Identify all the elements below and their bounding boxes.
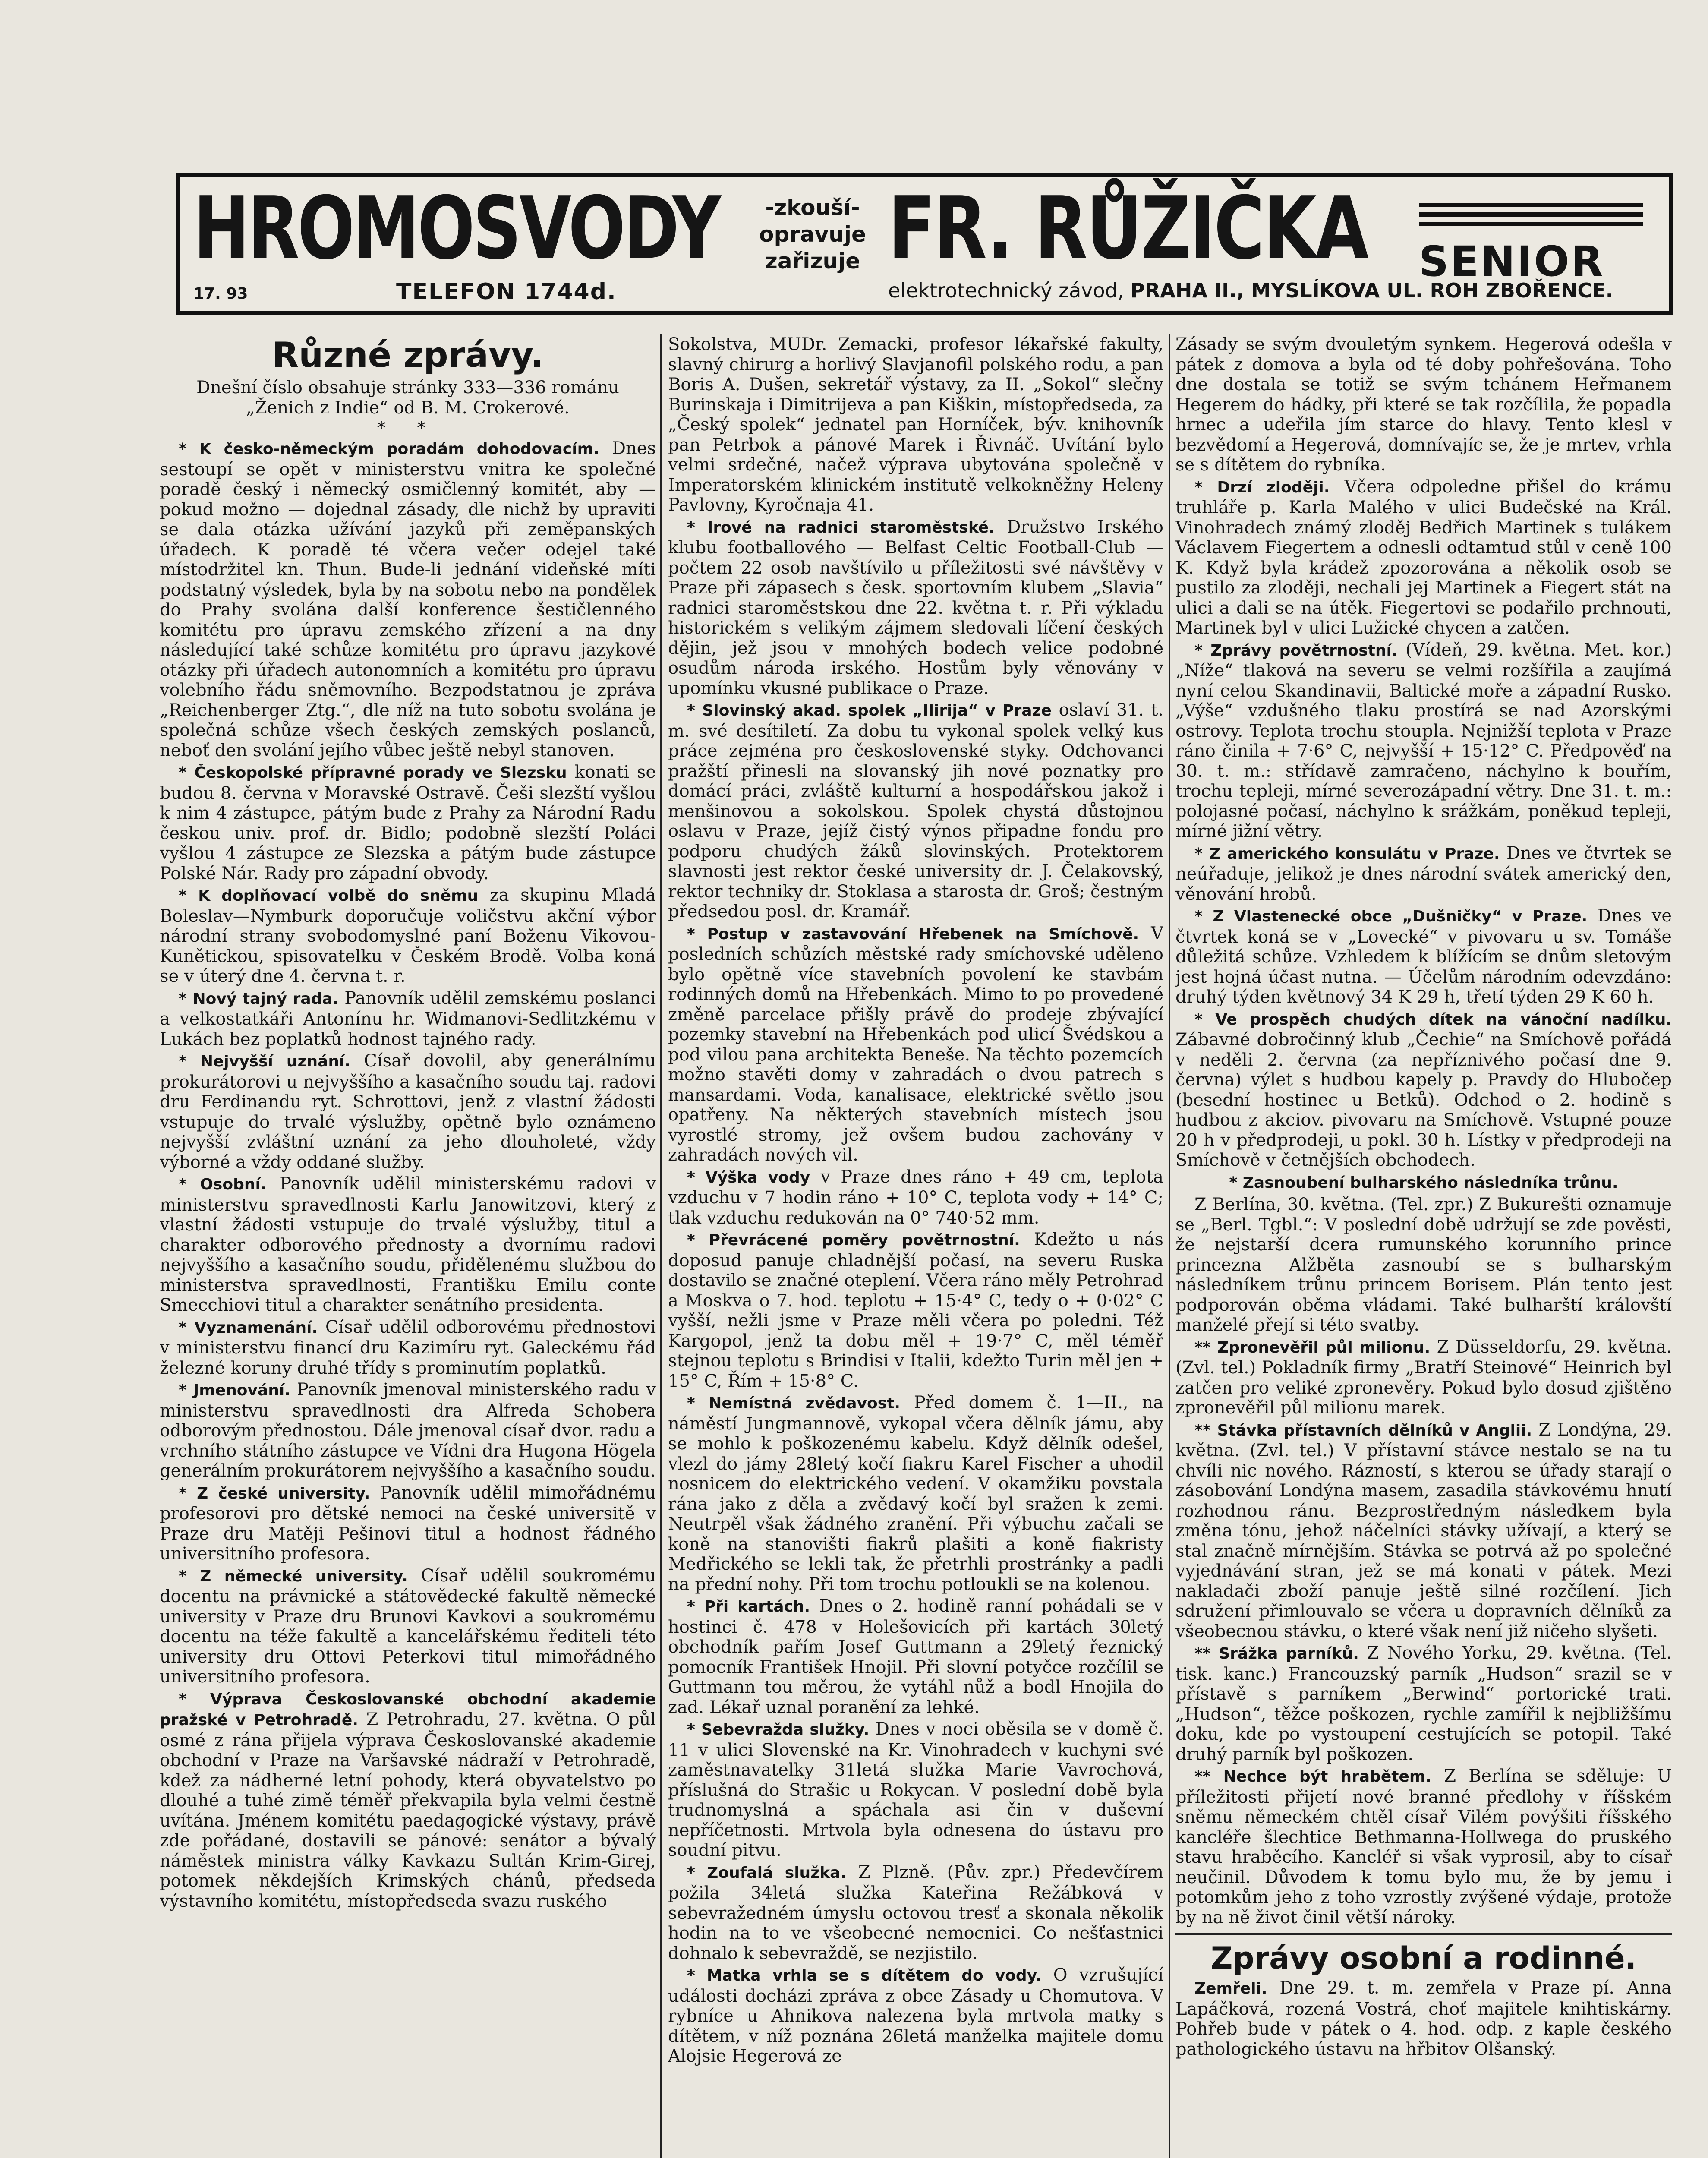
article-lead: * Nejvyšší uznání. bbox=[179, 1053, 351, 1070]
article-lead: * K česko-německým poradám dohodovacím. bbox=[179, 440, 599, 458]
article-lead: * Matka vrhla se s dítětem do vody. bbox=[687, 1967, 1042, 1984]
article-body: Panovník udělil ministerskému radovi v ministerstvu spravedlnosti Karlu Janowitzovi, který z vlastní žádosti vstupuje do trvalé výslužby, titul a charakter odborového přednosty a dvornímu radovi nejvyššího a kasačního soudu, přidělenému službou do ministerstva spravedlnosti, Františku Emilu conte Smecchiovi titul a charakter senátního presidenta. bbox=[160, 1174, 656, 1315]
article-body: Panovník udělil zemskému poslanci a velkostatkáři Antonínu hr. Widmanovi-Sedlitzkému v Lukách bez poplatků hodnost tajného rady. bbox=[160, 988, 656, 1049]
ad-verbs bbox=[754, 194, 871, 274]
section-heading: Zprávy osobní a rodinné. bbox=[1210, 1940, 1637, 1976]
article-lead: ** Stávka přístavních dělníků v Anglii. bbox=[1194, 1421, 1532, 1439]
article-body: O vzrušující události docházi zpráva z obce Zásady u Chomutova. V rybníce u Ahnikova nalezena byla mrtvola matky s dítětem, v níž poznána 26letá manželka majitele domu Alojsie Hegerová ze bbox=[668, 1965, 1163, 2066]
article bbox=[160, 762, 656, 883]
ad-subtitle bbox=[888, 279, 1661, 302]
article bbox=[668, 1230, 1163, 1391]
ad-senior: SENIOR bbox=[1419, 237, 1605, 286]
article-continued: Zásady se svým dvouletým synkem. Hegerová odešla v pátek z domova a byla od té doby pohřešována. Toho dne dostala se totiž se svým tchánem Heřmanem Hegerem do hádky, při které se tak rozčílila, že popadla hrnec a udeřila jím starce do hlavy. Tento klesl v bezvědomí a Hegerová, domnívajíc se, že je mrtev, vrhla se s dítětem do rybníka. bbox=[1175, 334, 1672, 475]
stars-divider: * * bbox=[377, 418, 439, 438]
article bbox=[160, 1483, 656, 1564]
article bbox=[160, 885, 656, 987]
article-body: V posledních schůzích městské rady smíchovské uděleno bylo opětně více stavebních povolení ke stavbám rodinných domů na Hřebenkách. Mimo to po provedené změně parcelace přišly právě do prodeje zbývající pozemky stavební na Hřebenkách pod ulicí Švédskou a pod vilou pana architekta Beneše. Na těchto pozemcích možno stavěti domy v zahradách o dvou patrech s mansardami. Voda, kanalisace, elektrické světlo jsou opatřeny. Na některých stavebních místech jsou vyrostlé stromy, jež ovšem budou zachovány v zahradách nových vil. bbox=[668, 923, 1163, 1165]
article-body: Císař udělil soukromému docentu na právnické a státovědecké fakultě německé university v Praze dru Brunovi Kavkovi a soukromému docentu na téže fakultě a kancelářskému řediteli této university dru Ottovi Peterkovi titul mimořádného universitního profesora. bbox=[160, 1565, 656, 1687]
article-lead: ** Zpronevěřil půl milionu. bbox=[1194, 1338, 1431, 1357]
article-body: (Vídeň, 29. května. Met. kor.) „Níže“ tlaková na severu se velmi rozšířila a zaujímá nyní celou Skandinavii, Baltické moře a západní Rusko. „Výše“ vzdušného tlaku prostírá se nad Azorskými ostrovy. Teplota trochu stoupla. Nejnižší teplota v Praze ráno činila + 7·6° C, nejvyšší + 15·12° C. Předpověď na 30. t. m.: střídavě zamračeno, náchylno k bouřím, trochu tepleji, mírné severozápadní větry. Dne 31. t. m.: polojasné počasí, náchylno k srážkám, poněkud tepleji, mírné jižní větry. bbox=[1175, 640, 1672, 841]
article-body: Dnes ve čtvrtek se neúřaduje, jelikož je dnes národní svátek americký den, věnování hrobů. bbox=[1175, 843, 1672, 904]
article-body: Panovník udělil mimořádnému profesorovi pro dětské nemoci na české universitě v Praze dru Matěji Pešinovi titul a hodnost řádného universitního profesora. bbox=[160, 1483, 656, 1564]
ad-subtitle-plain: elektrotechnický závod, bbox=[888, 279, 1124, 302]
article-body: konati se budou 8. června v Moravské Ostravě. Češi slezští vyšlou k nim 4 zástupce, pátým bude z Prahy za Národní Radu českou univ. prof. dr. Bidlo; podobně slezští Poláci vyšlou 4 zástupce ze Slezska a pátým bude zástupce Polské Nár. Rady pro západní obvody. bbox=[160, 762, 656, 883]
article bbox=[668, 1719, 1163, 1861]
article-body: Dnes v noci oběsila se v domě č. 11 v ulici Slovenské na Kr. Vinohradech v kuchyni své zaměstnavatelky 31letá služka Marie Vavrochová, příslušná do Strašic u Rokycan. V poslední době byla trudnomyslná a spáchala asi čin v duševní nepříčetnosti. Mrtvola byla odnesena do ústavu pro soudní pitvu. bbox=[668, 1719, 1163, 1860]
article-lead: * Jmenování. bbox=[179, 1382, 290, 1399]
article bbox=[160, 1174, 656, 1316]
article bbox=[160, 1566, 656, 1687]
article bbox=[1175, 843, 1672, 905]
article-lead: * Výprava Českoslovanské obchodní akademie pražské v Petrohradě. bbox=[160, 1690, 656, 1729]
article-body: v Praze dnes ráno + 49 cm, teplota vzduchu v 7 hodin ráno + 10° C, teplota vody + 14° C; tlak vzduchu redukován na 0° 740·52 mm. bbox=[668, 1167, 1163, 1228]
ad-reg-number: 17. 93 bbox=[193, 285, 248, 303]
article-body: Před domem č. 1—II., na náměstí Jungmannově, vykopal včera dělník jámu, aby se mohlo k poškozenému kabelu. Když dělník odešel, vlezl do jámy 28letý kočí fiakru Karel Fischer a uhodil nosnicem do elektrického vedení. V okamžiku povstala rána jako z děla a zvědavý kočí byl sražen k zemi. Neutrpěl však žádného zranění. Při výbuchu začali se koně na stanovišti fiakrů plašiti a koně fiakristy Medřického se lekli tak, že přetrhli prostránky a padli na přední nohy. Při tom trochu potloukli se na kolenou. bbox=[668, 1393, 1163, 1594]
article-body: Dnes o 2. hodině ranní pohádali se v hostinci č. 478 v Holešovicích při kartách 30letý obchodník pařím Josef Guttmann a 29letý řeznický pomocník František Hnojil. Při slovní potyčce rozčílil se Guttmann tou měrou, že vytáhl nůž a bodl Hnojila do zad. Lékař uznal poranění za lehké. bbox=[668, 1596, 1163, 1717]
article-body: Z Berlína, 30. května. (Tel. zpr.) Z Bukurešti oznamuje se „Berl. Tgbl.“: V poslední době udržují se zde pověsti, že nejstarší dcera rumunského korunního prince princezna Alžběta zasnoubí se s bulharským následníkem trůnu princem Borisem. Plán tento jest podporován oběma vládami. Také bulharští královští manželé přejí si této svatby. bbox=[1175, 1195, 1672, 1335]
article bbox=[1175, 1643, 1672, 1764]
article-lead: ** Nechce být hrabětem. bbox=[1194, 1768, 1432, 1786]
column-2 bbox=[668, 334, 1163, 2158]
section-heading: Různé zprávy. bbox=[272, 335, 544, 375]
article-body: Včera odpoledne přišel do krámu truhláře p. Karla Malého v ulici Budečské na Král. Vinohradech známý zloděj Bedřich Martinek s tulákem Václavem Fiegertem a odnesli odtamtud stůl v ceně 100 K. Když byla krádež zpozorována a několik osob se pustilo za zloději, nechali jej Martinek a Fiegert stát na ulici a dali se na útěk. Fiegertovi se podařilo prchnouti, Martinek byl v ulici Lužické chycen a zatčen. bbox=[1175, 476, 1672, 638]
article-body: Zábavné dobročinný klub „Čechie“ na Smíchově pořádá v neděli 2. června (za nepříznivého počasí dne 9. června) výlet s hudbou kapely p. Pravdy do Hlubočep (besední hostinec u Betků). Odchod o 2. hodině s hudbou z akciov. pivovaru na Smíchově. Vstupné pouze 20 h v předprodeji, u pokl. 30 h. Lístky v předprodeji na Smíchově v četnějších obchodech. bbox=[1175, 1030, 1672, 1170]
article-body: Z Plzně. (Pův. zpr.) Předevčírem požila 34letá služka Kateřina Režábková v sebevražedném úmyslu octovou tresť a skonala několik hodin na to ve všeobecné nemocnici. Co nešťastnici dohnalo k sebevraždě, se nezjistilo. bbox=[668, 1862, 1163, 1963]
article bbox=[1175, 1978, 1672, 2059]
article-lead: * Převrácené poměry povětrnostní. bbox=[687, 1231, 1020, 1249]
article-lead: * Při kartách. bbox=[687, 1598, 810, 1615]
article bbox=[1175, 640, 1672, 842]
ad-verb: -zkouší- bbox=[765, 195, 860, 220]
article-lead: * Z amerického konsulátu v Praze. bbox=[1194, 845, 1500, 863]
article bbox=[160, 1380, 656, 1481]
article-body: Z Londýna, 29. května. (Zvl. tel.) V přístavní stávce nestalo se na tu chvíli nic nového. Rázností, s kterou se úřady starají o zásobování Londýna masem, zasadila stávkovému hnutí rozhodnou ránu. Bezprostředným následkem byla změna tónu, jehož náčelníci stávky užívají, a který se stal značně mírnějším. Stávka se potrvá až po společné vyjednávání stran, jež se má konati v pátek. Mezi nakladači zboží panuje ještě silné rozčílení. Jich sdružení přimlouvalo se včera u dopravních dělníků za všeobecnou stávku, o které však není již ničeho slyšeti. bbox=[1175, 1420, 1672, 1641]
article bbox=[160, 1317, 656, 1379]
article-body: Z Berlína se sděluje: U příležitosti přijetí nové branné předlohy v říšském sněmu německém chtěl císař Vilém povýšiti říšského kancléře šlechtice Bethmanna-Hollwega do pruského stavu hraběcího. Kancléř si však vyprosil, aby to císař neučinil. Důvodem k tomu bylo mu, že by jemu i potomkům jeho z toho vzrostly zvýšené výdaje, protože by na ně život činil větší nároky. bbox=[1175, 1766, 1672, 1928]
article-body: Kdežto u nás doposud panuje chladnější počasí, na severu Ruska dostavilo se značné oteplení. Včera ráno měly Petrohrad a Moskva o 7. hod. teplotu + 15·4° C, tedy o + 0·02° C vyšší, nežli jsme v Praze měli včera po poledni. Též Kargopol, jenž ta dobu měl + 19·7° C, měl téměř stejnou teplotu s Brindisi v Italii, kdežto Turin měl jen + 15° C, Řím + 15·8° C. bbox=[668, 1230, 1163, 1391]
article bbox=[668, 924, 1163, 1165]
article-body: Dne 29. t. m. zemřela v Praze pí. Anna Lapáčková, rozená Vostrá, choť majitele knihtiskárny. Pohřeb bude v pátek o 4. hod. odp. z kaple českého pathologického ústavu na hřbitov Olšanský. bbox=[1175, 1978, 1672, 2059]
top-advertisement bbox=[176, 173, 1673, 315]
article-body: Císař dovolil, aby generálnímu prokurátorovi u nejvyššího a kasačního soudu taj. radovi dru Ferdinandu ryt. Schrottovi, jenž z vlastní žádosti vstupuje do trvalé výslužby, opětně bylo oznámeno nejvyšší zvláštní uznání za jeho dlouholeté, vždy výborné a vždy oddané služby. bbox=[160, 1051, 656, 1172]
column-rule bbox=[1169, 334, 1170, 2158]
article-lead: * Vyznamenání. bbox=[179, 1319, 318, 1337]
article-lead: * Z Vlastenecké obce „Dušničky“ v Praze. bbox=[1194, 908, 1588, 925]
article-lead: * Z německé university. bbox=[179, 1567, 408, 1585]
column-rule bbox=[660, 334, 662, 2158]
article bbox=[160, 439, 656, 760]
section-divider bbox=[1175, 1933, 1672, 1935]
ad-verb: opravuje bbox=[759, 222, 866, 247]
article bbox=[668, 700, 1163, 922]
intro-note: Dnešní číslo obsahuje stránky 333—336 románu „Ženich z Indie“ od B. M. Crokerové. bbox=[196, 378, 619, 418]
article-body: Z Petrohradu, 27. května. O půl osmé z rána přijela výprava Českoslovanské akademie obchodní v Praze na Varšavské nádraží v Petrohradě, kdež za nádherné letní pohody, která obyvatelstvo po dlouhé a tuhé zimě téměř překvapila byla velmi čestně uvítána. Jménem komitétu paedagogické výstavy, právě zde pořádané, dostavili se pánové: senátor a bývalý náměstek ministra války Kavkazu Sultán Krim-Girej, potomek někdejších Krimských chánů, předseda výstavního komitétu, místopředseda svazu ruského bbox=[160, 1710, 656, 1911]
article-body: za skupinu Mladá Boleslav—Nymburk doporučuje voličstvu akční výbor národní strany svobodomyslné paní Boženu Vikovou-Kunětickou, spisovatelku v Českém Brodě. Volba koná se v úterý dne 4. června t. r. bbox=[160, 885, 656, 986]
article-lead: * Nemístná zvědavost. bbox=[687, 1394, 901, 1412]
article-lead: ** Srážka parníků. bbox=[1194, 1645, 1359, 1663]
article-lead: * Z české university. bbox=[179, 1484, 370, 1502]
article-body: Dnes ve čtvrtek koná se v „Lovecké“ v pivovaru u sv. Tomáše důležitá schůze. Vzhledem k blížícím se dnům sletovým jest hojná účast nutna. — Účelům národním odevzdáno: druhý týden květnový 34 K 29 h, třetí týden 29 K 60 h. bbox=[1175, 906, 1672, 1007]
article bbox=[668, 1596, 1163, 1717]
ad-brand: HROMOSVODY bbox=[193, 178, 719, 279]
ad-subtitle-bold: PRAHA II., MYSLÍKOVA UL. ROH ZBOŘENCE. bbox=[1130, 279, 1613, 302]
article-lead: * Slovinský akad. spolek „Ilirija“ v Praze bbox=[687, 702, 1052, 719]
article-lead: * K doplňovací volbě do sněmu bbox=[179, 887, 479, 905]
article-body: Družstvo Irského klubu footballového — Belfast Celtic Football-Club — počtem 22 osob navštívilo u příležitosti své návštěvy v Praze při zápasech s česk. sportovním klubem „Slavia“ radnici staroměstskou dne 22. května t. r. Při výkladu historickém s velikým zájmem sledovali líčení českých dějin, jež jsou v mnohých bodech velice podobné osudům národa irského. Hostům byly věnovány v upomínku vkusné publikace o Praze. bbox=[668, 517, 1163, 698]
article bbox=[668, 1393, 1163, 1594]
article bbox=[1175, 1337, 1672, 1418]
article-lead: * Irové na radnici staroměstské. bbox=[687, 518, 995, 536]
article-lead: * Zasnoubení bulharského následníka trůnu. bbox=[1229, 1174, 1618, 1192]
article bbox=[160, 988, 656, 1050]
article bbox=[1175, 1009, 1672, 1170]
article-body: Císař udělil odborovému přednostovi v ministerstvu financí dru Kazimíru ryt. Galeckému řád železné koruny druhé třídy s prominutím poplatků. bbox=[160, 1317, 656, 1378]
article-body: oslaví 31. t. m. své desítiletí. Za dobu tu vykonal spolek velký kus práce zejména pro československé styky. Odchovanci pražští přinesli na slovanský jih nové poznatky pro domácí práci, zvláště kulturní a hospodářskou jakož i menšinovou a sokolskou. Spolek chystá důstojnou oslavu v Praze, jejíž čistý výnos připadne fondu pro podporu chudých žáků slovinských. Protektorem slavnosti jest rektor české university dr. J. Čelakovský, rektor techniky dr. Stoklasa a starosta dr. Groš; čestným předsedou posl. dr. Kramář. bbox=[668, 700, 1163, 921]
article-lead: * Zoufalá služka. bbox=[687, 1864, 847, 1882]
article-lead: * Ve prospěch chudých dítek na vánoční nadílku. bbox=[1194, 1010, 1672, 1029]
article-lead: * Výška vody bbox=[687, 1168, 810, 1186]
article-body: Z Düsseldorfu, 29. května. (Zvl. tel.) Pokladník firmy „Bratří Steinové“ Heinrich byl zatčen pro veliké zpronevěry. Pokud bylo dosud zjištěno zpronevěřil půl milionu marek. bbox=[1175, 1337, 1672, 1418]
column-3 bbox=[1175, 334, 1672, 2158]
article bbox=[668, 517, 1163, 699]
article-body: Z Nového Yorku, 29. května. (Tel. tisk. kanc.) Francouzský parník „Hudson“ srazil se v přístavě s parníkem „Berwind“ portorické trati. „Hudson“, těžce poškozen, rychle zamířil k nejbližšímu doku, kde po vystoupení cestujících se potopil. Také druhý parník byl poškozen. bbox=[1175, 1643, 1672, 1764]
article-lead: * Osobní. bbox=[179, 1176, 267, 1193]
article-lead: * Zprávy povětrnostní. bbox=[1194, 641, 1398, 659]
ad-phone: TELEFON 1744d. bbox=[396, 279, 617, 305]
article bbox=[1175, 477, 1672, 638]
article bbox=[668, 1167, 1163, 1228]
article bbox=[1175, 1766, 1672, 1928]
article bbox=[160, 1689, 656, 1912]
article bbox=[668, 1862, 1163, 1964]
article bbox=[1175, 1420, 1672, 1642]
article-lead: * Českopolské přípravné porady ve Slezsku bbox=[179, 764, 567, 782]
article bbox=[668, 1965, 1163, 2067]
article-title bbox=[1175, 1172, 1672, 1193]
ad-company: FR. RŮŽIČKA bbox=[888, 178, 1368, 279]
article-lead: Zemřeli. bbox=[1194, 1980, 1267, 1997]
ad-decorative-lines bbox=[1419, 203, 1643, 231]
ad-verb: zařizuje bbox=[765, 249, 860, 274]
article bbox=[1175, 906, 1672, 1007]
article-lead: * Nový tajný rada. bbox=[179, 990, 339, 1008]
article-lead: * Postup v zastavování Hřebenek na Smíchově. bbox=[687, 925, 1139, 943]
article-body: Dnes sestoupí se opět v ministerstvu vnitra ke společné poradě český i německý osmičlenný komitét, aby — pokud možno — dojednal zásady, dle nichž by upraviti se dala otázka užívání jazyků při zeměpanských úřadech. K poradě té včera večer odejel také místodržitel kn. Thun. Bude-li jednání videňské míti podstatný výsledek, byla by na sobotu nebo na pondělek do Prahy svolána další konference šestičlenného komitétu pro úpravu zemského zřízení a na dny následující také schůze komitétu pro úpravu jazykové otázky při úřadech autonomních a komitétu pro úpravu volebního řádu sněmovního. Bezpodstatnou je zpráva „Reichenberger Ztg.“, dle níž na tuto sobotu svolána je společná schůze všech českých zemských poslanců, neboť den svolání jejího vůbec ještě nebyl stanoven. bbox=[160, 439, 656, 760]
article-lead: * Drzí zloději. bbox=[1194, 478, 1330, 496]
article-lead: * Sebevražda služky. bbox=[687, 1721, 870, 1738]
article bbox=[160, 1051, 656, 1172]
column-1 bbox=[160, 334, 656, 2158]
article-body: Panovník jmenoval ministerského radu v ministerstvu spravedlnosti dra Alfreda Schobera odborovým přednostou. Dále jmenoval císař dvor. radu a vrchního státního zástupce ve Vídni dra Hugona Högela generálním prokurátorem nejvyššího a kasačního soudu. bbox=[160, 1380, 656, 1481]
article-continued: Sokolstva, MUDr. Zemacki, profesor lékařské fakulty, slavný chirurg a horlivý Slavjanofil polského rodu, a pan Boris A. Dušen, sekretář výstavy, za II. „Sokol“ slečny Burinskaja i Dimitrijeva a pan Kiškin, místopředseda, za „Český spolek“ jednatel pan Horníček, býv. knihovník pan Petrbok a pánové Marek i Řivnáč. Uvítání bylo velmi srdečné, načež výprava ubytována společně v Imperatorském klinickém institutě velkokněžny Heleny Pavlovny, Kyročnaja 41. bbox=[668, 334, 1163, 515]
